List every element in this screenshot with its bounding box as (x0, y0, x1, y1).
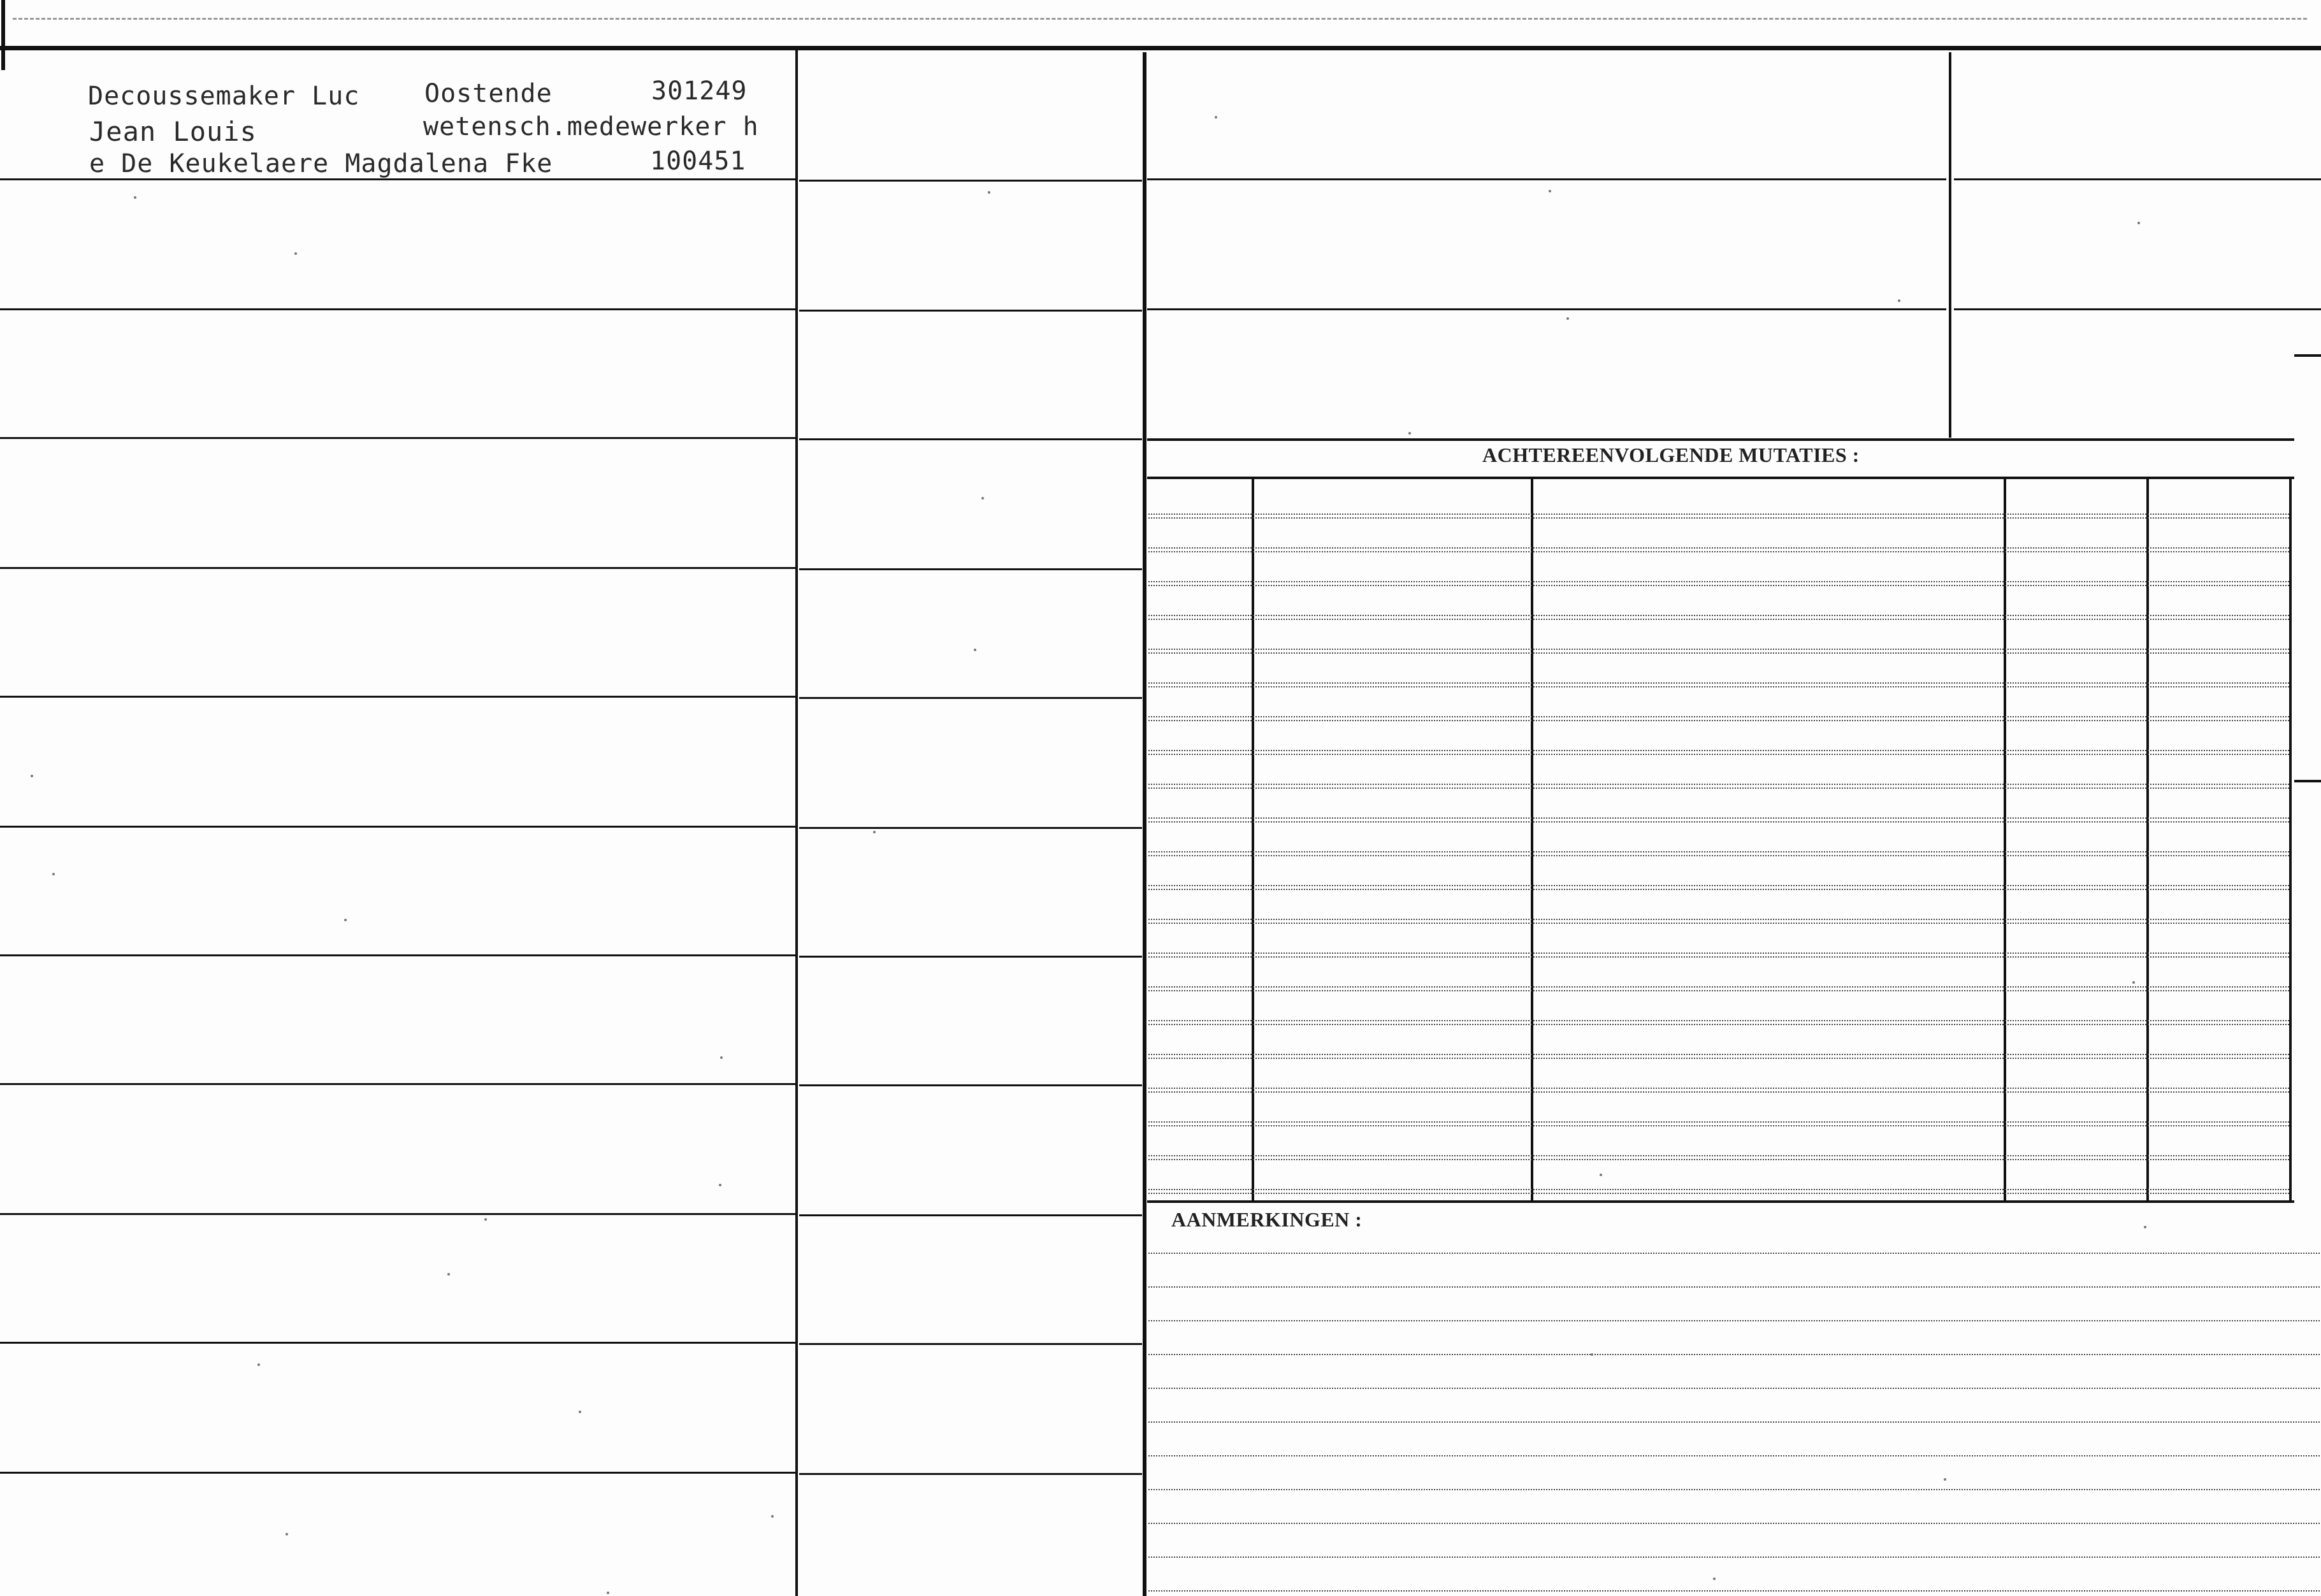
edge-tick-2 (2294, 780, 2321, 782)
scan-speck (719, 1184, 721, 1186)
scan-speck (31, 775, 33, 777)
mutations-row-line (1148, 547, 2289, 549)
left-grid-row-line (799, 827, 1142, 829)
entry-occupation: wetensch.medewerker h (423, 112, 759, 141)
mutations-row-line (1148, 919, 2289, 920)
mutations-heading: ACHTEREENVOLGENDE MUTATIES : (1482, 443, 1860, 466)
left-grid-row-line (799, 956, 1142, 958)
scan-speck (873, 831, 876, 833)
left-grid-row-line (0, 567, 795, 569)
left-grid-row-line (0, 1213, 795, 1215)
scan-speck (771, 1515, 774, 1518)
mutations-row-line (1148, 750, 2289, 751)
mutations-row-line (1148, 990, 2289, 991)
scan-speck (2137, 222, 2140, 224)
left-grid-row-line (0, 826, 795, 828)
scan-speck (720, 1056, 723, 1059)
mutations-row-line (1148, 619, 2289, 620)
remarks-row-line (1148, 1523, 2320, 1524)
mutations-row-line (1148, 551, 2289, 552)
mutations-row-line (1148, 585, 2289, 586)
mutations-row-line (1148, 754, 2289, 755)
mutations-row-line (1148, 1091, 2289, 1093)
left-grid-row-line (799, 180, 1142, 182)
mutations-row-line (1148, 1125, 2289, 1126)
scan-speck (2144, 1226, 2146, 1228)
remarks-row-line (1148, 1253, 2320, 1254)
entry-number: 301249 (651, 76, 748, 106)
remarks-row-line (1148, 1421, 2320, 1423)
left-grid-row-line (0, 1342, 795, 1344)
edge-tick-1 (2294, 354, 2321, 357)
left-grid-row-line (799, 697, 1142, 699)
remarks-row-line (1148, 1455, 2320, 1456)
left-grid-row-line (0, 1472, 795, 1474)
remarks-row-line (1148, 1286, 2320, 1288)
mutations-header-rule (1147, 477, 2294, 479)
mutations-row-line (1148, 821, 2289, 823)
remarks-row-line (1148, 1388, 2320, 1389)
scan-speck (257, 1363, 260, 1366)
entry-surname: Decoussemaker Luc (88, 82, 360, 111)
left-grid-row-line (799, 1214, 1142, 1216)
left-grid-row-line (0, 696, 795, 698)
left-edge-mark (1, 0, 5, 70)
scan-speck (988, 191, 990, 194)
left-grid-row-line (0, 437, 795, 439)
scan-speck (1898, 299, 1900, 302)
right-top-row-2b (1954, 308, 2321, 310)
mutations-row-line (1148, 1020, 2289, 1021)
left-grid-row-line (0, 308, 795, 310)
mutations-row-line (1148, 784, 2289, 785)
right-top-row-2 (1147, 308, 1946, 310)
mutations-row-line (1148, 581, 2289, 582)
right-top-divider (1949, 52, 1951, 438)
scan-speck (1600, 1174, 1602, 1176)
entry-firstnames: Jean Louis (89, 116, 257, 147)
mutations-row-line (1148, 716, 2289, 717)
entry-spouse-number: 100451 (650, 147, 746, 176)
left-grid-row-line (799, 1473, 1142, 1475)
right-top-row-1 (1147, 178, 1946, 180)
scan-speck (607, 1592, 609, 1594)
scan-speck (1408, 432, 1411, 435)
left-grid-row-line (799, 438, 1142, 440)
mutations-row-line (1148, 889, 2289, 890)
mutations-row-line (1148, 720, 2289, 721)
mutations-row-line (1148, 956, 2289, 958)
scan-speck (1944, 1478, 1946, 1481)
left-grid-row-line (799, 568, 1142, 570)
remarks-row-line (1148, 1590, 2320, 1592)
entry-place: Oostende (424, 79, 553, 108)
scan-speck (484, 1218, 487, 1221)
mutations-row-line (1148, 517, 2289, 519)
mutations-row-line (1148, 1054, 2289, 1055)
right-top-row-1b (1954, 178, 2321, 180)
scan-speck (294, 252, 297, 255)
scan-speck (579, 1411, 581, 1413)
mutations-row-line (1148, 1193, 2289, 1194)
center-divider (1143, 52, 1146, 1596)
remarks-row-line (1148, 1320, 2320, 1321)
mutations-row-line (1148, 682, 2289, 684)
mutations-row-line (1148, 1024, 2289, 1025)
scan-speck (1713, 1578, 1716, 1580)
scan-speck (1215, 116, 1217, 119)
mutations-row-line (1148, 1058, 2289, 1059)
scan-speck (974, 649, 976, 651)
left-grid-row-line (799, 1084, 1142, 1086)
mutations-row-line (1148, 686, 2289, 687)
remarks-row-line (1148, 1354, 2320, 1355)
left-grid-row-line (0, 1083, 795, 1085)
mutations-row-line (1148, 1189, 2289, 1190)
left-grid-row-line (0, 954, 795, 956)
mutations-row-line (1148, 787, 2289, 789)
mutations-row-line (1148, 1088, 2289, 1089)
mutations-row-line (1148, 817, 2289, 819)
scan-speck (2132, 981, 2135, 984)
scan-speck (286, 1533, 288, 1535)
mutations-col-5 (2289, 479, 2292, 1200)
mutations-row-line (1148, 851, 2289, 852)
entry-spouse: e De Keukelaere Magdalena Fke (89, 149, 553, 178)
scan-speck (1591, 1353, 1593, 1356)
left-grid-row-line (799, 310, 1142, 312)
mutations-row-line (1148, 923, 2289, 924)
left-grid-divider (795, 50, 798, 1596)
scan-speck (981, 497, 984, 500)
remarks-heading: AANMERKINGEN : (1171, 1208, 1363, 1231)
remarks-row-line (1148, 1489, 2320, 1490)
scan-speck (344, 919, 347, 921)
left-grid-row-line (0, 178, 795, 180)
scan-speck (1566, 317, 1569, 320)
scan-speck (134, 196, 136, 199)
mutations-top-rule (1147, 438, 2294, 441)
mutations-row-line (1148, 615, 2289, 616)
scan-speck (447, 1273, 450, 1276)
mutations-row-line (1148, 953, 2289, 954)
mutations-row-line (1148, 652, 2289, 654)
mutations-row-line (1148, 986, 2289, 988)
mutations-row-line (1148, 1155, 2289, 1156)
mutations-row-line (1148, 1121, 2289, 1123)
scan-speck (1549, 190, 1551, 192)
remarks-row-line (1148, 1556, 2320, 1558)
mutations-row-line (1148, 649, 2289, 650)
top-border (0, 46, 2321, 50)
scan-noise (13, 18, 2307, 20)
mutations-row-line (1148, 885, 2289, 886)
mutations-bottom-rule (1147, 1200, 2294, 1203)
left-grid-row-line (799, 1343, 1142, 1345)
scan-speck (52, 873, 55, 875)
mutations-row-line (1148, 514, 2289, 515)
mutations-row-line (1148, 1159, 2289, 1160)
mutations-row-line (1148, 855, 2289, 856)
